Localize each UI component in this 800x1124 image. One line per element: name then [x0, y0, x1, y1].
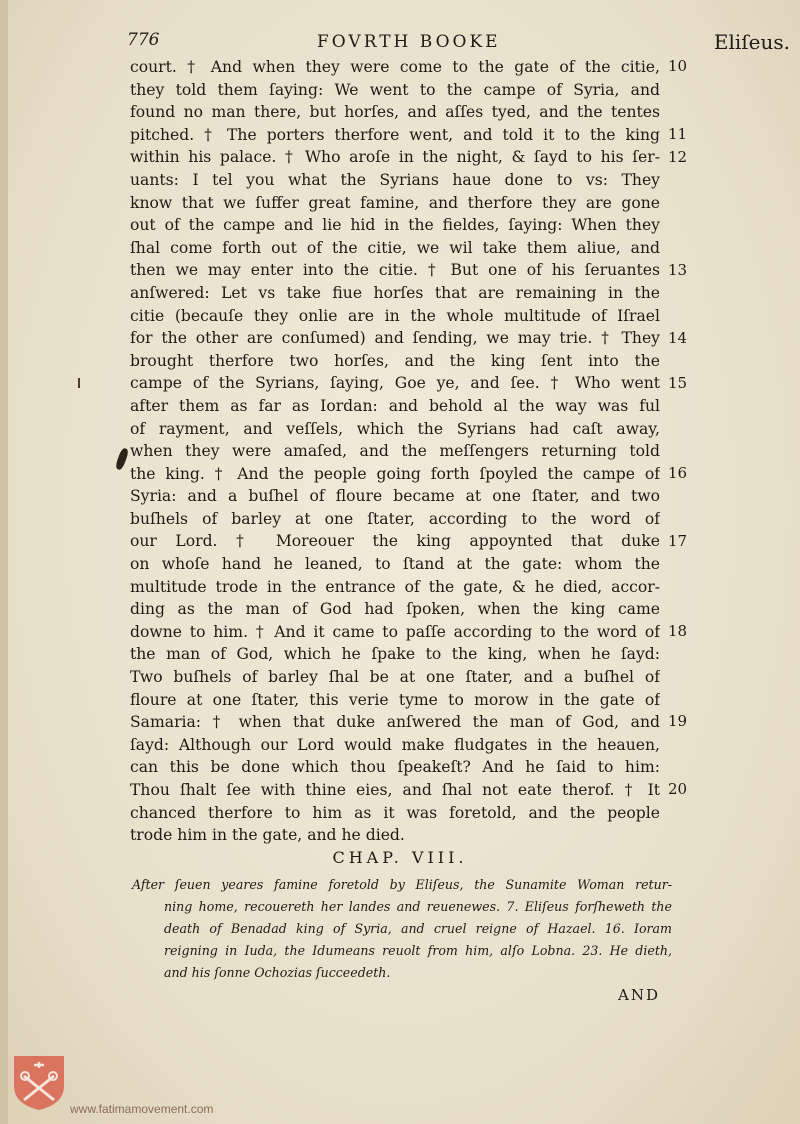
text-line: campe of the Syrians, ſaying, Goe ye, and ſee. † Who went — [130, 374, 660, 393]
text-line: out of the campe and lie hid in the fieldes, ſaying: When they — [130, 216, 660, 235]
argument-line: and his ſonne Ochozias ſucceedeth. — [164, 965, 391, 980]
text-line: they told them ſaying: We went to the campe of Syria, and — [130, 80, 660, 99]
verse-number: 19 — [668, 712, 688, 730]
text-line: found no man there, but horſes, and aſſes tyed, and the tentes — [130, 103, 660, 122]
text-line: know that we ſuffer great famine, and therfore they are gone — [130, 193, 660, 212]
book-title: FOVRTH BOOKE — [317, 32, 501, 52]
text-line: multitude trode in the entrance of the gate, & he died, accor- — [130, 577, 660, 596]
verse-number: 20 — [668, 780, 688, 798]
ink-blot — [114, 447, 129, 470]
verse-number: 11 — [668, 125, 688, 143]
text-line: our Lord. † Moreouer the king appoynted that duke — [130, 532, 660, 551]
text-line: ding as the man of God had ſpoken, when the king came — [130, 600, 660, 619]
chapter-heading: CHAP. VIII. — [332, 848, 468, 867]
text-line: brought therfore two horſes, and the king ſent into the — [130, 351, 660, 370]
text-line: then we may enter into the citie. † But one of his ſeruantes — [130, 261, 660, 280]
fatima-crossed-keys-logo — [10, 1052, 68, 1112]
chapter-argument — [132, 874, 672, 984]
text-line: pitched. † The porters therfore went, and told it to the king — [130, 125, 660, 144]
text-line: Syria: and a buſhel of floure became at one ſtater, and two — [130, 487, 660, 506]
text-line: ſayd: Although our Lord would make fludgates in the heauen, — [130, 735, 660, 754]
verse-number: 18 — [668, 622, 688, 640]
text-line: Two buſhels of barley ſhal be at one ſtater, and a buſhel of — [130, 668, 660, 687]
text-line: within his palace. † Who aroſe in the night, & ſayd to his ſer- — [130, 148, 660, 167]
text-line: for the other are conſumed) and ſending, we may trie. † They — [130, 329, 660, 348]
text-line: court. † And when they were come to the gate of the citie, — [130, 58, 660, 76]
text-line: chanced therfore to him as it was foretold, and the people — [130, 803, 660, 822]
text-line: the king. † And the people going forth ſpoyled the campe of — [130, 464, 660, 483]
text-line: anſwered: Let vs take fiue horſes that are remaining in the — [130, 283, 660, 302]
text-line: Samaria: † when that duke anſwered the man of God, and — [130, 713, 660, 732]
text-line: of rayment, and veſſels, which the Syrians had caſt away, — [130, 419, 660, 438]
text-line: floure at one ſtater, this verie tyme to morow in the gate of — [130, 690, 660, 709]
catchword: AND — [618, 986, 660, 1004]
argument-line: reigning in Iuda, the Idumeans reuolt from him, alſo Lobna. 23. He dieth, — [164, 943, 672, 958]
text-line: the man of God, which he ſpake to the king, when he ſayd: — [130, 645, 660, 664]
verse-number: 14 — [668, 329, 688, 347]
verse-number: 17 — [668, 532, 688, 550]
verse-number: 13 — [668, 261, 688, 279]
running-head: Eliſeus. — [713, 30, 790, 54]
text-line: uants: I tel you what the Syrians haue done to vs: They — [130, 170, 660, 189]
argument-line: death of Benadad king of Syria, and cruel reigne of Hazael. 16. Ioram — [164, 921, 672, 936]
text-line: Thou ſhalt ſee with thine eies, and ſhal not eate therof. † It — [130, 781, 660, 799]
text-line: citie (becauſe they onlie are in the whole multitude of Iſrael — [130, 306, 660, 325]
text-line: can this be done which thou ſpeakeſt? And he ſaid to him: — [130, 758, 660, 777]
argument-line: ning home, recouereth her landes and reuenewes. 7. Eliſeus forſheweth the — [164, 899, 672, 914]
verse-number: 16 — [668, 464, 688, 482]
text-line: when they were amaſed, and the meſſengers returning told — [130, 442, 660, 461]
page-number: 776 — [127, 30, 160, 50]
page-edge — [0, 0, 8, 1124]
main-text — [130, 56, 660, 847]
text-line: buſhels of barley at one ſtater, according to the word of — [130, 509, 660, 528]
verse-number: 10 — [668, 57, 688, 75]
text-line: downe to him. † And it came to paſſe according to the word of — [130, 622, 660, 641]
text-line: after them as far as Iordan: and behold al the way was ful — [130, 396, 660, 415]
text-line: ſhal come forth out of the citie, we wil take them aliue, and — [130, 238, 660, 257]
argument-line: After ſeuen yeares famine foretold by Eliſeus, the Sunamite Woman retur- — [132, 877, 672, 892]
verse-number: 15 — [668, 374, 688, 392]
verse-number: 12 — [668, 148, 688, 166]
text-line: trode him in the gate, and he died. — [130, 826, 405, 845]
ink-speck — [78, 378, 80, 388]
text-line: on whoſe hand he leaned, to ſtand at the gate: whom the — [130, 555, 660, 574]
page-header — [127, 30, 792, 54]
website-link[interactable]: www.fatimamovement.com — [70, 1102, 214, 1116]
